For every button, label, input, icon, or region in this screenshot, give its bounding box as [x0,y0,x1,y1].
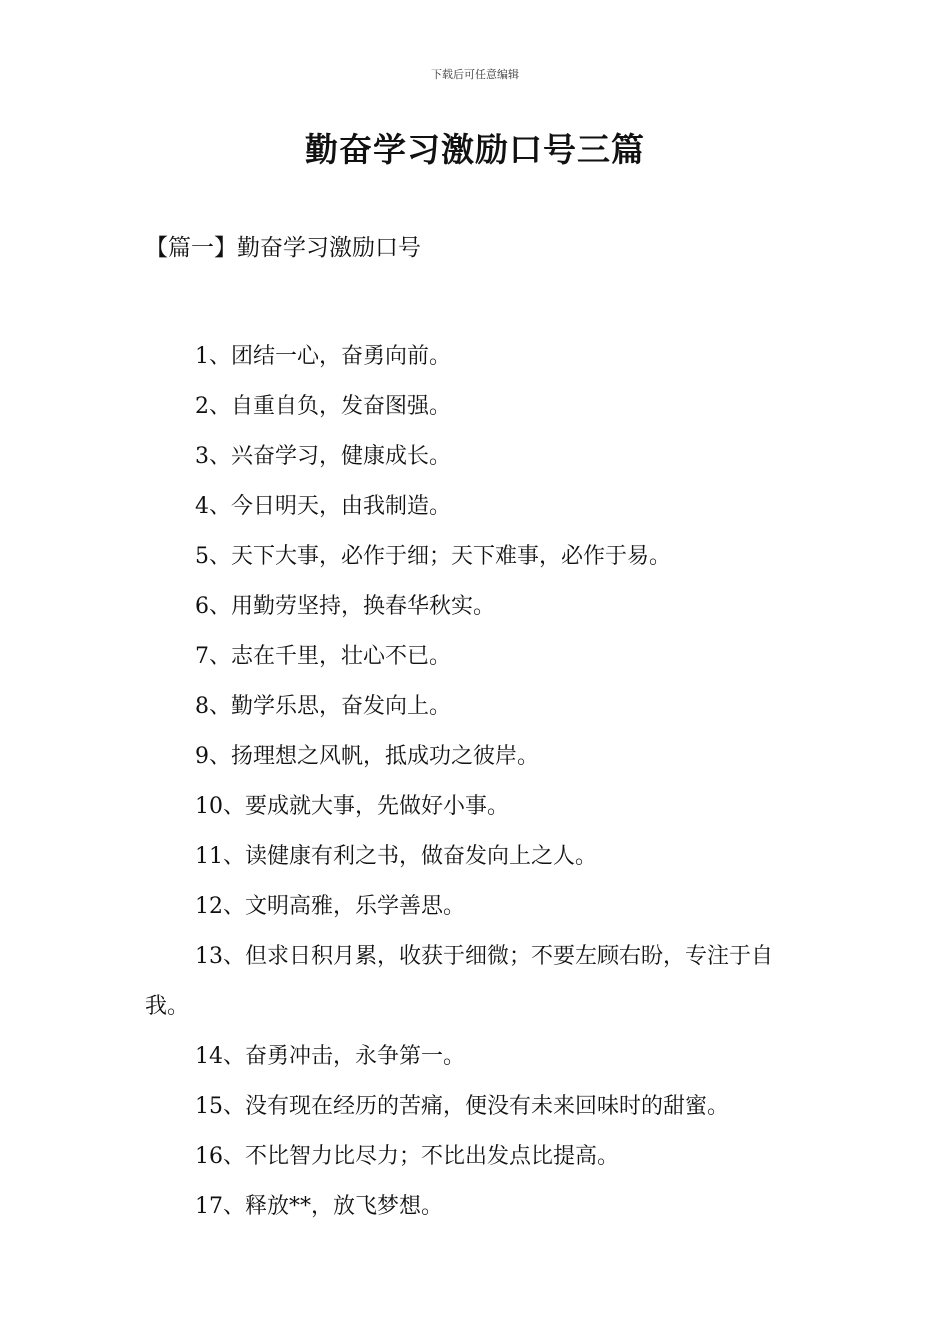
document-title: 勤奋学习激励口号三篇 [305,130,645,169]
list-item: 4、今日明天，由我制造。 [195,494,451,519]
list-item: 10、要成就大事，先做好小事。 [195,794,509,819]
section-heading: 【篇一】勤奋学习激励口号 [145,235,421,261]
header-note: 下载后可任意编辑 [431,68,519,81]
list-item: 17、释放**，放飞梦想。 [195,1194,443,1219]
list-item: 5、天下大事，必作于细；天下难事，必作于易。 [195,544,671,569]
slogan-list [145,332,810,1232]
list-item: 16、不比智力比尽力；不比出发点比提高。 [195,1144,619,1169]
list-item: 8、勤学乐思，奋发向上。 [195,694,451,719]
list-item: 11、读健康有利之书，做奋发向上之人。 [195,844,597,869]
list-item: 7、志在千里，壮心不已。 [195,644,451,669]
list-item: 3、兴奋学习，健康成长。 [195,444,451,469]
list-item: 6、用勤劳坚持，换春华秋实。 [195,594,495,619]
list-item: 13、但求日积月累，收获于细微；不要左顾右盼，专注于自我。 [145,944,773,1019]
list-item: 14、奋勇冲击，永争第一。 [195,1044,465,1069]
list-item: 9、扬理想之风帆，抵成功之彼岸。 [195,744,539,769]
list-item: 2、自重自负，发奋图强。 [195,394,451,419]
list-item: 15、没有现在经历的苦痛，便没有未来回味时的甜蜜。 [195,1094,729,1119]
list-item: 1、团结一心，奋勇向前。 [195,344,451,369]
list-item: 12、文明高雅，乐学善思。 [195,894,465,919]
